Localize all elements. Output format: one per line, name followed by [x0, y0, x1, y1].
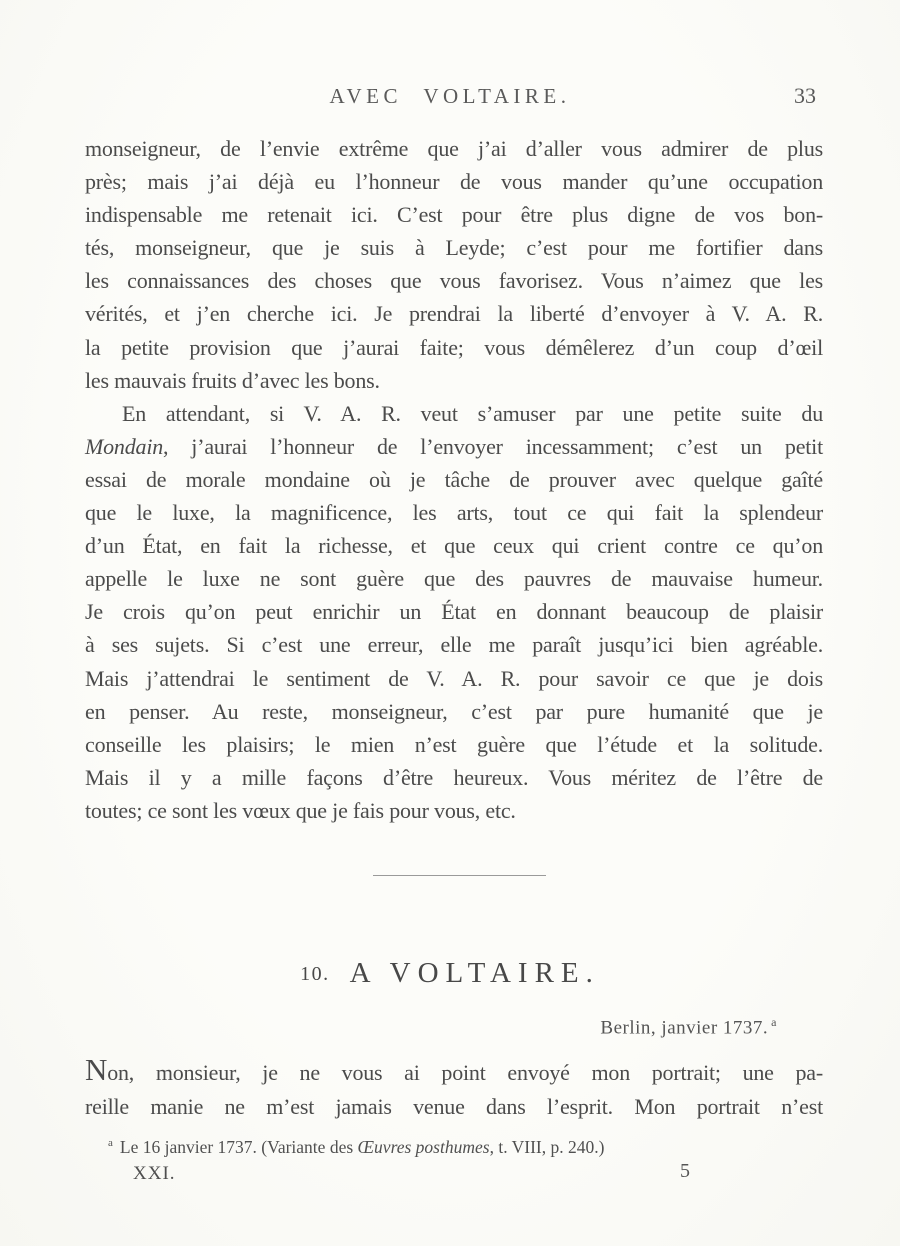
- text-line: indispensable me retenait ici. C’est pour être plus digne de vos bon-: [85, 202, 823, 228]
- text-line: toutes; ce sont les vœux que je fais pour vous, etc.: [85, 797, 516, 823]
- text-segment: , j’aurai l’honneur de l’envoyer incessamment; c’est un petit: [163, 433, 823, 459]
- text-line: tés, monseigneur, que je suis à Leyde; c’est pour me fortifier dans: [85, 235, 823, 261]
- text-segment: on, monsieur, je ne vous ai point envoyé mon portrait; une pa-: [107, 1060, 823, 1085]
- volume-signature: XXI.: [133, 1163, 176, 1184]
- footnote-text: [120, 1137, 605, 1157]
- text-line: vérités, et j’en cherche ici. Je prendrai la liberté d’envoyer à V. A. R.: [85, 301, 823, 327]
- text-line: [85, 1052, 823, 1090]
- letter-title: A VOLTAIRE.: [349, 957, 600, 989]
- footnote: [108, 1137, 728, 1158]
- text-line: la petite provision que j’aurai faite; vous démêlerez d’un coup d’œil: [85, 334, 823, 360]
- italic-text: Œuvres posthumes: [357, 1137, 490, 1157]
- text-line: les mauvais fruits d’avec les bons.: [85, 367, 380, 393]
- letter-2-body: [85, 1052, 823, 1124]
- text-line: En attendant, si V. A. R. veut s’amuser par une petite suite du: [122, 400, 823, 426]
- text-line: [85, 430, 823, 463]
- section-divider-rule: [373, 875, 546, 876]
- sheet-number: 5: [680, 1160, 690, 1182]
- text-line: d’un État, en fait la richesse, et que ceux qui crient contre ce qu’on: [85, 533, 823, 559]
- footnote-marker: a: [108, 1137, 113, 1150]
- text-line: appelle le luxe ne sont guère que des pauvres de mauvaise humeur.: [85, 566, 823, 592]
- text-segment: , t. VIII, p. 240.): [489, 1137, 605, 1157]
- text-segment: Le 16 janvier 1737. (Variante des: [119, 1137, 358, 1157]
- letter-number: 10.: [300, 963, 330, 985]
- text-line: les connaissances des choses que vous favorisez. Vous n’aimez que les: [85, 268, 823, 294]
- page-number: 33: [794, 83, 816, 108]
- dateline-text: Berlin, janvier 1737.: [600, 1017, 769, 1039]
- dateline: [600, 1015, 777, 1039]
- text-line: Mais j’attendrai le sentiment de V. A. R. pour savoir ce que je dois: [85, 665, 823, 691]
- text-line: essai de morale mondaine où je tâche de prouver avec quelque gaîté: [85, 466, 823, 492]
- text-line: Mais il y a mille façons d’être heureux. Vous méritez de l’être de: [85, 764, 823, 790]
- text-line: en penser. Au reste, monseigneur, c’est par pure humanité que je: [85, 698, 823, 724]
- footnote-reference-mark: a: [771, 1015, 777, 1029]
- text-line: reille manie ne m’est jamais venue dans l’esprit. Mon portrait n’est: [85, 1094, 823, 1119]
- text-line: conseille les plaisirs; le mien n’est guère que l’étude et la solitude.: [85, 731, 823, 757]
- text-line: à ses sujets. Si c’est une erreur, elle me paraît jusqu’ici bien agréable.: [85, 632, 823, 658]
- section-heading: [0, 957, 900, 990]
- letter-1-body: [85, 132, 823, 827]
- initial-capital: N: [85, 1052, 108, 1087]
- text-line: Je crois qu’on peut enrichir un État en donnant beaucoup de plaisir: [85, 599, 823, 625]
- text-line: que le luxe, la magnificence, les arts, tout ce qui fait la splendeur: [85, 500, 823, 526]
- text-line: près; mais j’ai déjà eu l’honneur de vous mander qu’une occupation: [85, 169, 823, 195]
- running-header: AVEC VOLTAIRE.: [329, 84, 571, 108]
- italic-text: Mondain: [85, 433, 164, 459]
- text-line: monseigneur, de l’envie extrême que j’ai d’aller vous admirer de plus: [85, 136, 823, 161]
